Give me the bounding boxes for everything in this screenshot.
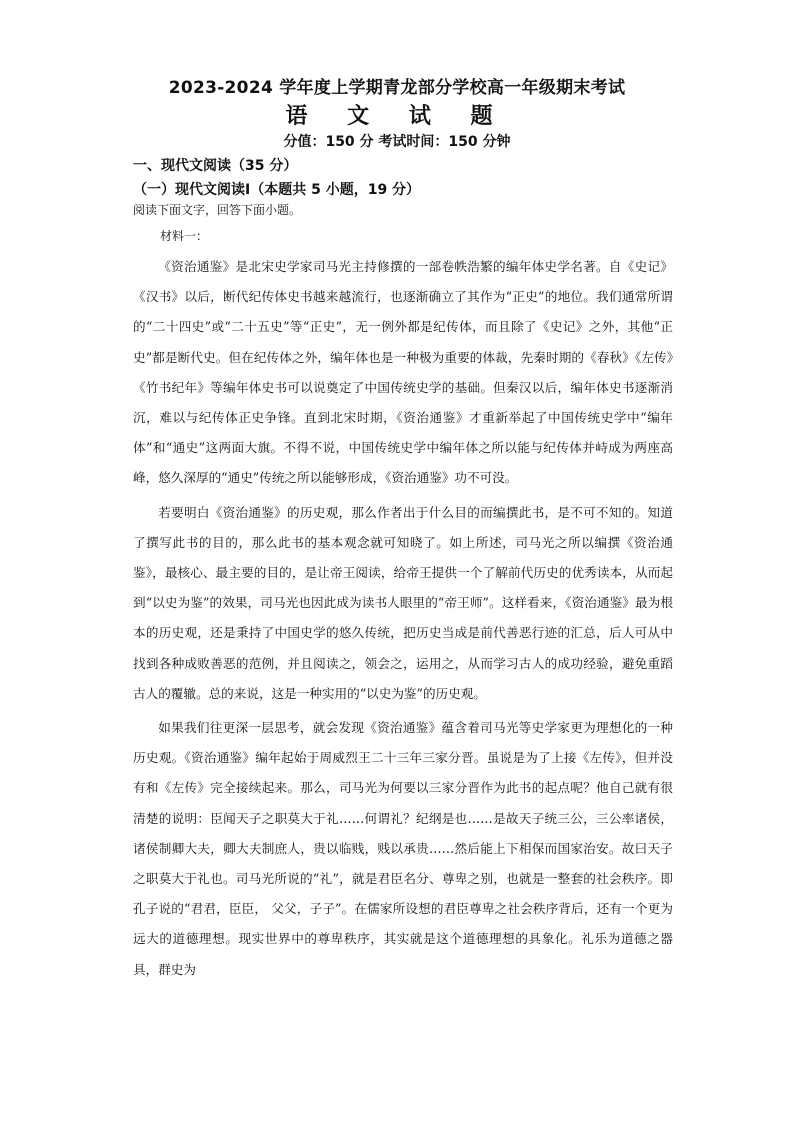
- exam-subject: 语 文 试 题: [285, 104, 509, 129]
- section-heading: 一、现代文阅读（35 分）: [133, 158, 298, 174]
- exam-meta: 分值：150 分 考试时间：150 分钟: [283, 134, 511, 150]
- material-label: 材料一：: [160, 229, 209, 243]
- passage-body: [133, 252, 673, 989]
- reading-instruction: 阅读下面文字，回答下面小题。: [133, 203, 302, 217]
- subsection-heading: （一）现代文阅读Ⅰ（本题共 5 小题，19 分）: [133, 182, 421, 198]
- exam-title: 2023-2024 学年度上学期青龙部分学校高一年级期末考试: [168, 78, 626, 98]
- passage-paragraph-3: 如果我们往更深一层思考，就会发现《资治通鉴》蕴含着司马光等史学家更为理想化的一种历史观。《资治通鉴》编年起始于周威烈王二十三年三家分晋。虽说是为了上接《左传》，但并没有和《左传》完全接续起来。那么，司马光为何要以三家分晋作为此书的起点呢？他自己就有很清楚的说明：臣闻天子之职莫大于礼……何谓礼？纪纲是也……是故天子统三公，三公率诸侯，诸侯制卿大夫，卿大夫制庶人，贵以临贱，贱以承贵……然后能上下相保而国家治安。故曰天子之职莫大于礼也。司马光所说的“礼”，就是君臣名分、尊卑之别，也就是一整套的社会秩序。即孔子说的“君君，臣臣， 父父，子子”。在儒家所设想的君臣尊卑之社会秩序背后，还有一个更为远大的道德理想。现实世界中的尊卑秩序，其实就是这个道德理想的具象化。礼乐为道德之器具，群史为: [133, 720, 673, 977]
- passage-paragraph-1: 《资治通鉴》是北宋史学家司马光主持修撰的一部卷帙浩繁的编年体史学名著。自《史记》《汉书》以后，断代纪传体史书越来越流行，也逐渐确立了其作为“正史”的地位。我们通常所谓的“二十四史”或“二十五史”等“正史”，无一例外都是纪传体，而且除了《史记》之外，其他“正史”都是断代史。但在纪传体之外，编年体也是一种极为重要的体裁，先秦时期的《春秋》《左传》《竹书纪年》等编年体史书可以说奠定了中国传统史学的基础。但秦汉以后，编年体史书逐渐消沉，难以与纪传体正史争锋。直到北宋时期，《资治通鉴》才重新举起了中国传统史学中“编年体”和“通史”这两面大旗。不得不说，中国传统史学中编年体之所以能与纪传体并峙成为两座高峰，悠久深厚的“通史”传统之所以能够形成，《资治通鉴》功不可没。: [133, 259, 673, 486]
- passage-paragraph-2: 若要明白《资治通鉴》的历史观，那么作者出于什么目的而编撰此书，是不可不知的。知道了撰写此书的目的，那么此书的基本观念就可知晓了。如上所述，司马光之所以编撰《资治通鉴》，最核心、最主要的目的，是让帝王阅读，给帝王提供一个了解前代历史的优秀读本，从而起到“以史为鉴”的效果，司马光也因此成为读书人眼里的“帝王师”。这样看来，《资治通鉴》最为根本的历史观，还是秉持了中国史学的悠久传统，把历史当成是前代善恶行迹的汇总，后人可从中找到各种成败善恶的范例，并且阅读之，领会之，运用之，从而学习古人的成功经验，避免重蹈古人的覆辙。总的来说，这是一种实用的“以史为鉴”的历史观。: [133, 504, 673, 701]
